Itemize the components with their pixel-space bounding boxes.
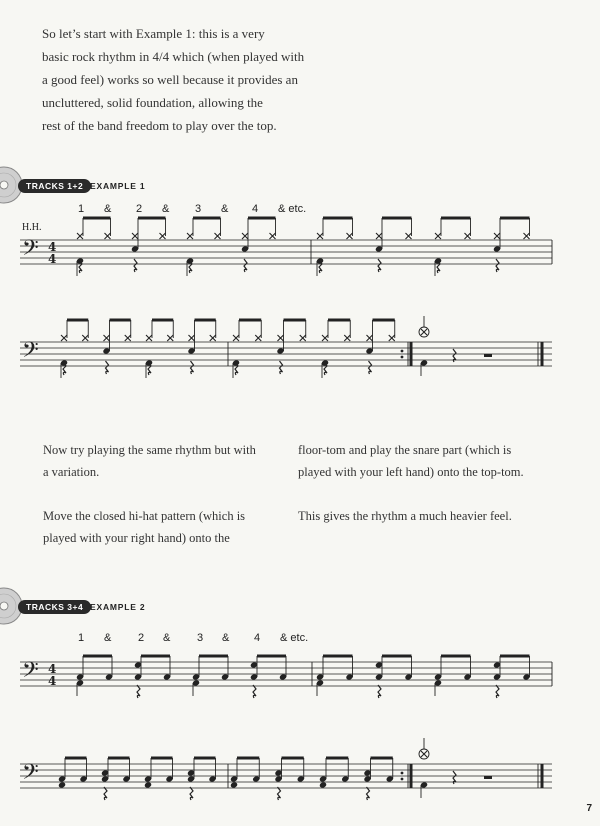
hihat-note <box>278 335 284 341</box>
hihat-note <box>61 335 67 341</box>
count-label: & <box>221 203 229 215</box>
hihat-note <box>104 335 110 341</box>
hihat-note <box>210 335 216 341</box>
quarter-rest <box>280 361 283 374</box>
half-rest <box>484 354 492 357</box>
explanation-line: played with your right hand) onto the <box>43 531 230 545</box>
count-label: 4 <box>254 632 261 644</box>
count-label: & etc. <box>280 632 309 644</box>
count-label: & <box>222 632 230 644</box>
page-number: 7 <box>586 803 592 814</box>
explanation-line: This gives the rhythm a much heavier feel. <box>298 509 512 523</box>
hihat-note <box>494 233 500 239</box>
example-label: EXAMPLE 1 <box>90 181 146 191</box>
count-label: 2 <box>138 632 145 644</box>
hihat-note <box>406 233 412 239</box>
count-label: 3 <box>195 203 202 215</box>
explanation-line: played with your left hand) onto the top-tom. <box>298 465 524 479</box>
count-label: & <box>104 203 112 215</box>
quarter-rest <box>104 787 107 800</box>
quarter-rest <box>496 685 499 698</box>
count-label: & etc. <box>278 203 307 215</box>
hihat-note <box>421 329 427 335</box>
hihat-note <box>160 233 166 239</box>
example-label: EXAMPLE 2 <box>90 602 146 612</box>
quarter-rest <box>106 361 109 374</box>
hihat-note <box>376 233 382 239</box>
hihat-note <box>317 233 323 239</box>
repeat-dot <box>401 772 404 775</box>
quarter-rest <box>369 361 372 374</box>
hihat-note <box>167 335 173 341</box>
bass-clef: 𝄢 <box>22 658 39 688</box>
explanation-line: floor-tom and play the snare part (which is <box>298 443 512 457</box>
hihat-note <box>435 233 441 239</box>
repeat-dot <box>401 778 404 781</box>
explanation-line: Move the closed hi-hat pattern (which is <box>43 509 246 523</box>
quarter-rest <box>190 787 193 800</box>
hihat-note <box>465 233 471 239</box>
hihat-note <box>125 335 131 341</box>
time-signature-top: 4 <box>48 662 57 676</box>
hihat-note <box>233 335 239 341</box>
count-label: 1 <box>78 203 85 215</box>
half-rest <box>484 776 492 779</box>
hihat-note <box>132 233 138 239</box>
quarter-rest <box>191 361 194 374</box>
hihat-note <box>524 233 530 239</box>
hi-hat-label: H.H. <box>22 222 42 233</box>
count-label: 2 <box>136 203 143 215</box>
hihat-note <box>347 233 353 239</box>
hihat-note <box>344 335 350 341</box>
notehead <box>58 781 66 788</box>
hihat-note <box>189 335 195 341</box>
notehead <box>319 781 327 788</box>
hihat-note <box>270 233 276 239</box>
notehead <box>144 781 152 788</box>
hihat-note <box>389 335 395 341</box>
hihat-note <box>300 335 306 341</box>
repeat-dot <box>401 350 404 353</box>
hihat-note <box>322 335 328 341</box>
intro-line: uncluttered, solid foundation, allowing the <box>42 95 263 110</box>
time-signature-top: 4 <box>48 240 57 254</box>
hihat-note <box>421 751 427 757</box>
intro-line: a good feel) works so well because it provides an <box>42 72 298 87</box>
intro-line: rest of the band freedom to play over the top. <box>42 118 277 133</box>
count-label: & <box>163 632 171 644</box>
quarter-rest <box>496 259 499 272</box>
hihat-note <box>77 233 83 239</box>
hihat-note <box>255 335 261 341</box>
quarter-rest <box>367 787 370 800</box>
quarter-rest <box>134 259 137 272</box>
hihat-note <box>242 233 248 239</box>
hihat-note <box>105 233 111 239</box>
hihat-note <box>367 335 373 341</box>
intro-line: basic rock rhythm in 4/4 which (when played with <box>42 49 305 64</box>
hihat-note <box>82 335 88 341</box>
time-signature-bottom: 4 <box>48 252 57 266</box>
hihat-note <box>146 335 152 341</box>
bass-clef: 𝄢 <box>22 338 39 368</box>
explanation-line: Now try playing the same rhythm but with <box>43 443 256 457</box>
track-badge[interactable]: TRACKS 3+4 <box>18 600 91 614</box>
track-badge[interactable]: TRACKS 1+2 <box>18 179 91 193</box>
hihat-note <box>187 233 193 239</box>
quarter-rest <box>378 685 381 698</box>
quarter-rest <box>137 685 140 698</box>
hihat-note <box>215 233 221 239</box>
repeat-dot <box>401 356 404 359</box>
quarter-rest <box>378 259 381 272</box>
intro-line: So let’s start with Example 1: this is a very <box>42 26 265 41</box>
explanation-line: a variation. <box>43 465 100 479</box>
time-signature-bottom: 4 <box>48 674 57 688</box>
notehead <box>230 781 238 788</box>
count-label: & <box>104 632 112 644</box>
bass-clef: 𝄢 <box>22 236 39 266</box>
quarter-rest <box>278 787 281 800</box>
bass-clef: 𝄢 <box>22 760 39 790</box>
count-label: 1 <box>78 632 85 644</box>
quarter-rest <box>244 259 247 272</box>
quarter-rest <box>253 685 256 698</box>
count-label: 3 <box>197 632 204 644</box>
count-label: 4 <box>252 203 259 215</box>
count-label: & <box>162 203 170 215</box>
